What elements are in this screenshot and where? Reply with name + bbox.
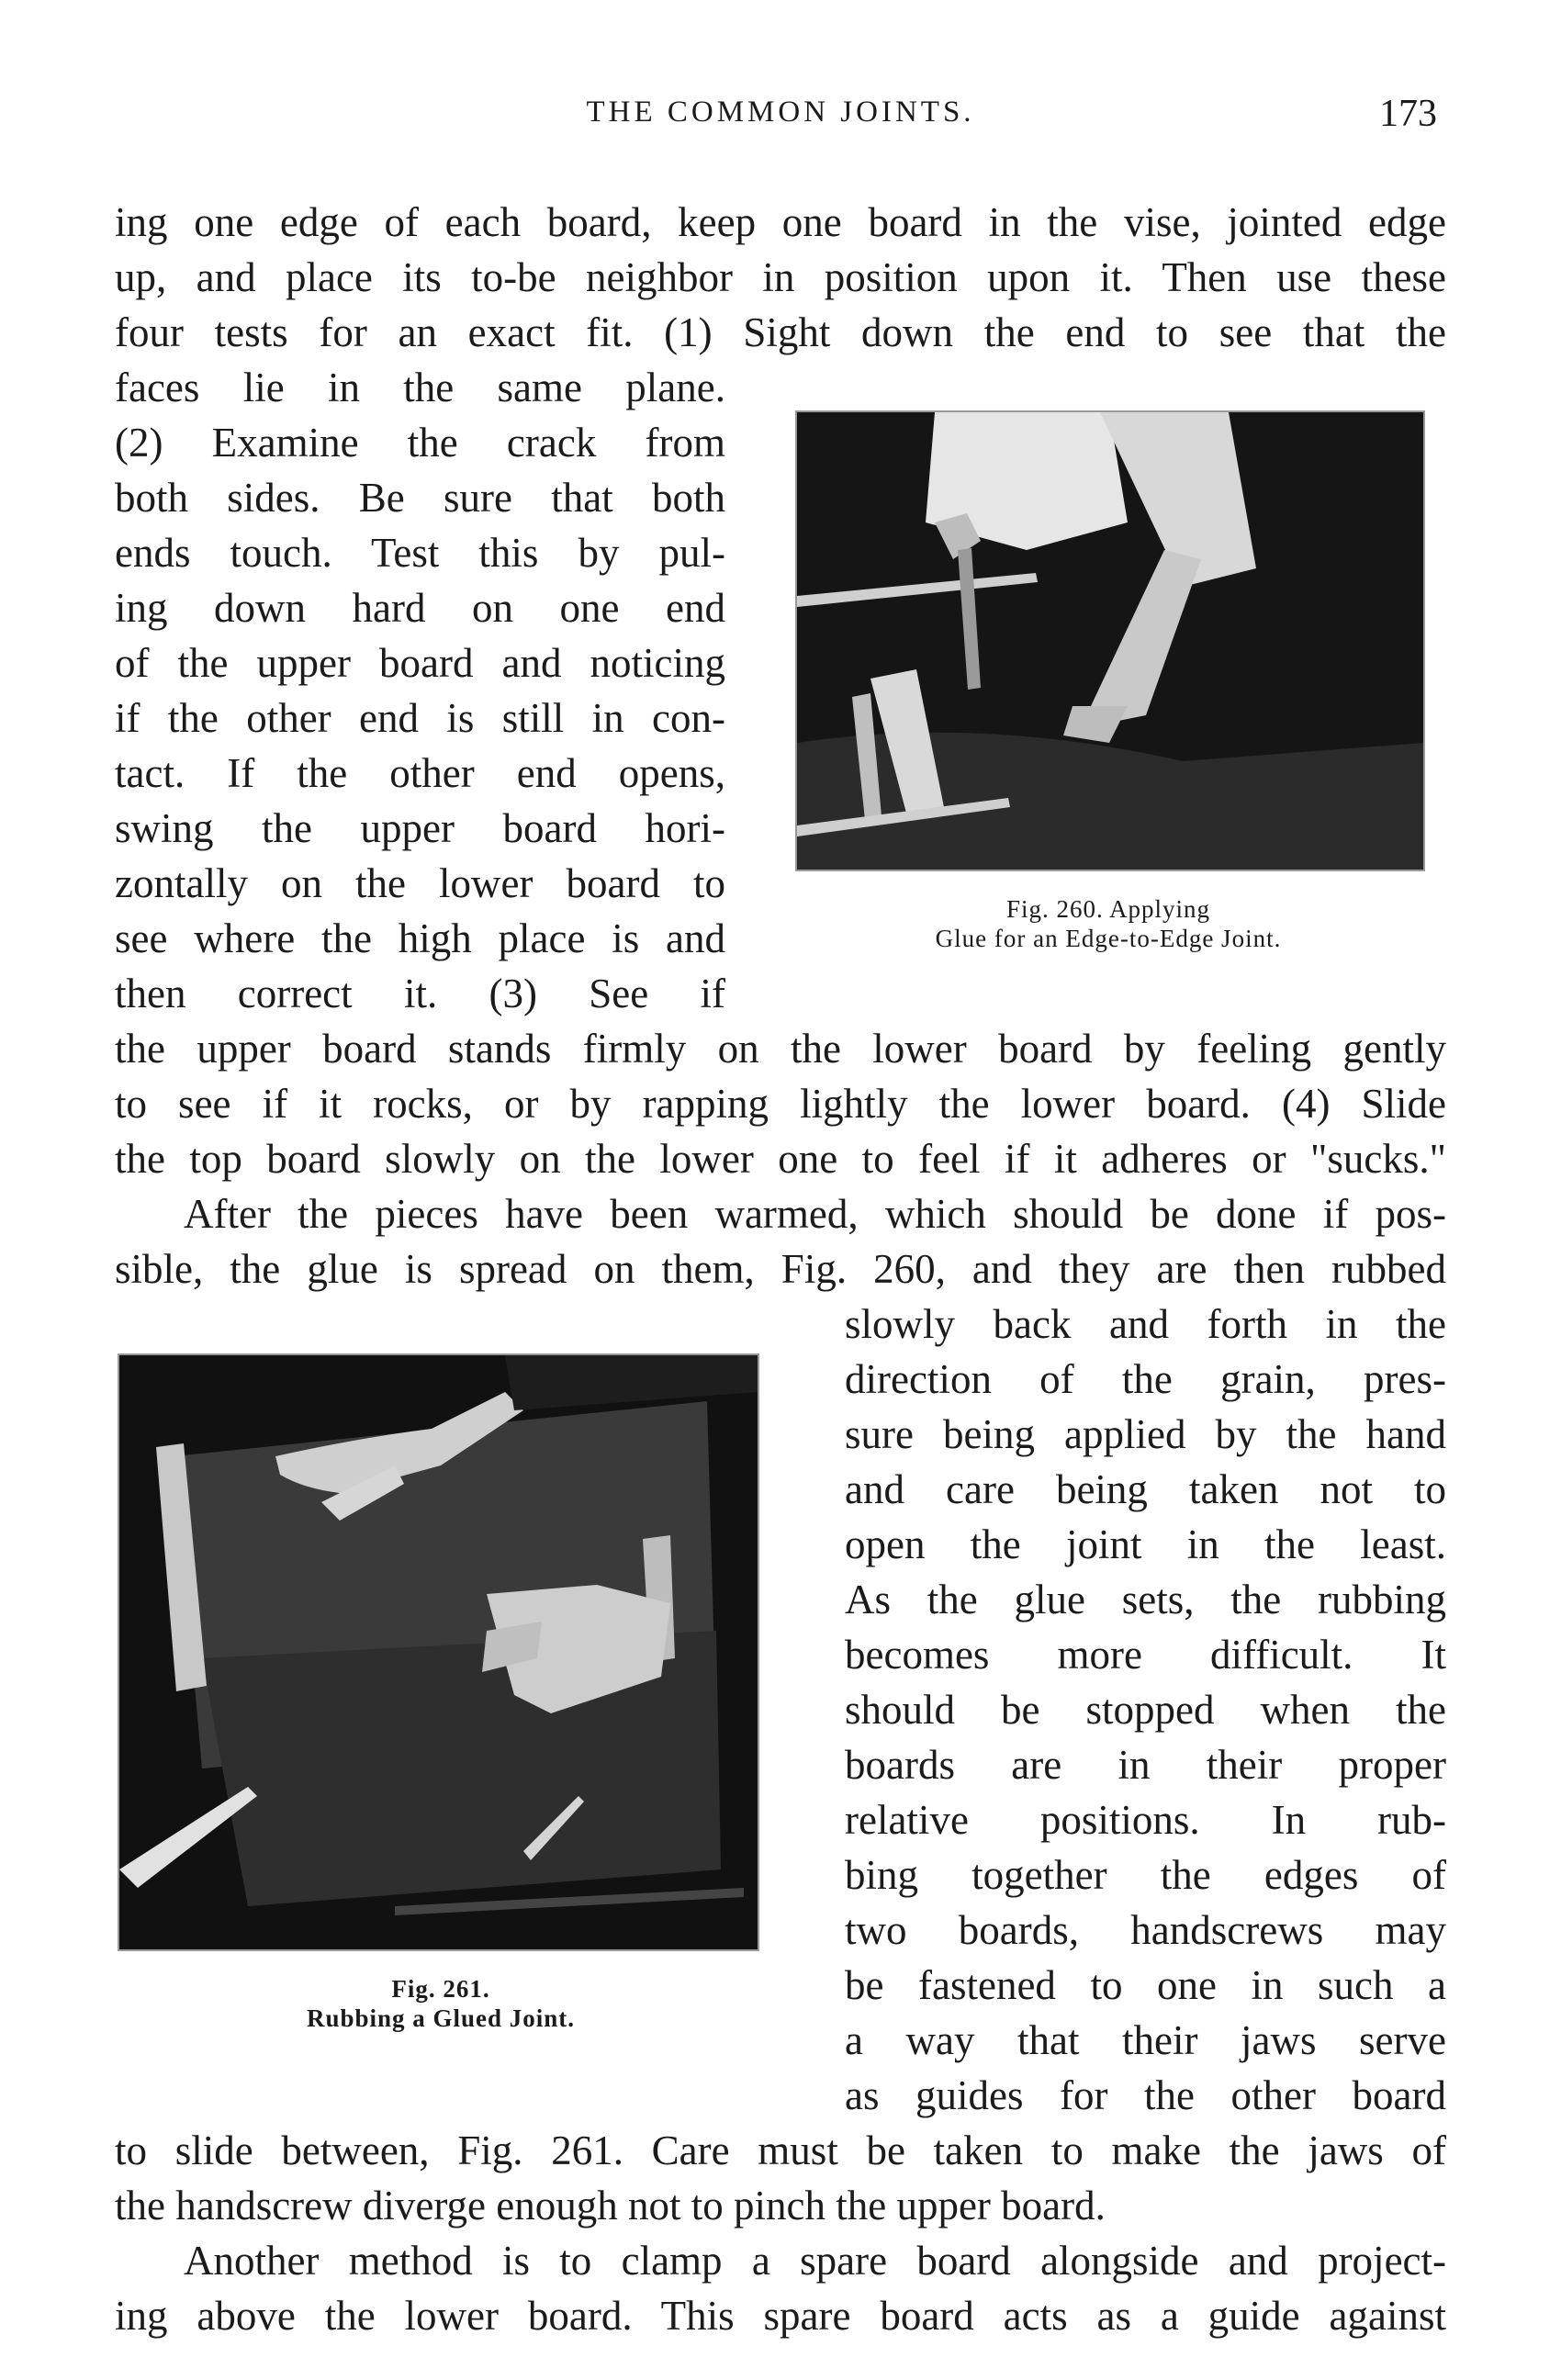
text-line: direction of the grain, pres- <box>845 1356 1446 1402</box>
text-line: be fastened to one in such a <box>845 1962 1446 2008</box>
figure-261-photo <box>118 1353 759 1951</box>
text-line: ing above the lower board. This spare board acts as a guide against <box>115 2293 1446 2339</box>
text-line: After the pieces have been warmed, which should be done if pos- <box>184 1191 1446 1237</box>
text-line: to see if it rocks, or by rapping lightly the lower board. (4) Slide <box>115 1081 1446 1127</box>
text-line: a way that their jaws serve <box>845 2017 1446 2063</box>
text-line: bing together the edges of <box>845 1852 1446 1898</box>
text-line: four tests for an exact fit. (1) Sight down the end to see that the <box>115 309 1446 355</box>
figure-260-caption-line: Fig. 260. Applying <box>1005 895 1211 923</box>
text-line: see where the high place is and <box>115 915 725 961</box>
text-line: zontally on the lower board to <box>115 860 725 906</box>
figure-261-caption <box>147 1974 735 2033</box>
figure-261-caption-line: Fig. 261. <box>391 1975 490 2003</box>
figure-260-photo <box>795 410 1425 871</box>
text-line: As the glue sets, the rubbing <box>845 1577 1446 1622</box>
text-line: ing one edge of each board, keep one board in the vise, jointed edge <box>115 199 1446 245</box>
text-line: both sides. Be sure that both <box>115 475 725 521</box>
text-line: two boards, handscrews may <box>845 1907 1446 1953</box>
text-line: relative positions. In rub- <box>845 1797 1446 1843</box>
figure-261-caption-line: Rubbing a Glued Joint. <box>306 2004 576 2032</box>
text-line: and care being taken not to <box>845 1466 1446 1512</box>
text-line: to slide between, Fig. 261. Care must be taken to make the jaws of <box>115 2127 1446 2173</box>
text-line: slowly back and forth in the <box>845 1301 1446 1347</box>
text-line: as guides for the other board <box>845 2072 1446 2118</box>
figure-260-caption-line: Glue for an Edge-to-Edge Joint. <box>935 925 1282 952</box>
text-line: should be stopped when the <box>845 1687 1446 1733</box>
text-line: if the other end is still in con- <box>115 695 725 741</box>
text-line: up, and place its to-be neighbor in position upon it. Then use these <box>115 254 1446 300</box>
text-line: tact. If the other end opens, <box>115 750 725 796</box>
text-line: open the joint in the least. <box>845 1521 1446 1567</box>
text-line: sible, the glue is spread on them, Fig. 260, and they are then rubbed <box>115 1246 1446 1292</box>
text-line: Another method is to clamp a spare board alongside and project- <box>184 2238 1446 2284</box>
text-line: the handscrew diverge enough not to pinch the upper board. <box>115 2183 1106 2228</box>
running-head: THE COMMON JOINTS. <box>586 95 975 129</box>
rubbing-glued-joint-photo <box>119 1355 758 1949</box>
page-header <box>115 88 1446 143</box>
figure-260-caption <box>795 894 1421 953</box>
text-line: faces lie in the same plane. <box>115 365 725 410</box>
text-line: (2) Examine the crack from <box>115 420 725 466</box>
text-line: boards are in their proper <box>845 1742 1446 1788</box>
text-line: sure being applied by the hand <box>845 1411 1446 1457</box>
text-line: ing down hard on one end <box>115 585 725 631</box>
text-line: becomes more difficult. It <box>845 1632 1446 1678</box>
applying-glue-photo <box>797 412 1423 870</box>
text-line: of the upper board and noticing <box>115 640 725 686</box>
page-number: 173 <box>1379 93 1437 135</box>
text-line: then correct it. (3) See if <box>115 971 725 1016</box>
text-line: swing the upper board hori- <box>115 805 725 851</box>
text-line: ends touch. Test this by pul- <box>115 530 725 576</box>
text-line: the top board slowly on the lower one to feel if it adheres or "sucks." <box>115 1136 1446 1182</box>
text-line: the upper board stands firmly on the lower board by feeling gently <box>115 1026 1446 1072</box>
